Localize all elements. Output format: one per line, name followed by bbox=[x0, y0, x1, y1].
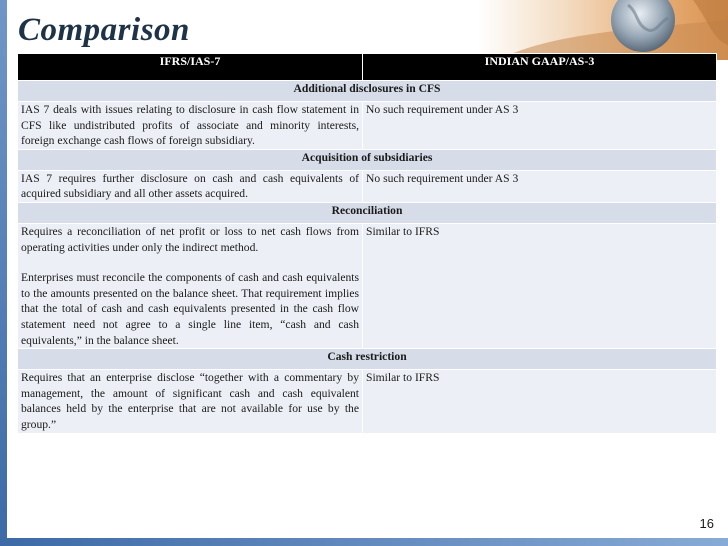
ifrs-text: Enterprises must reconcile the components of cash and cash equivalents to the amounts presented on the balance sheet. That requirement implies that the total of cash and cash equivalents presented in the cash flow statement need not agree to a single line item, “cash and cash equivalents,” in the balance sheet. bbox=[21, 271, 359, 347]
ifrs-cell bbox=[18, 223, 363, 348]
column-header-ifrs: IFRS/IAS-7 bbox=[18, 54, 363, 81]
section-heading-row bbox=[18, 202, 717, 223]
column-header-indian-gaap: INDIAN GAAP/AS-3 bbox=[363, 54, 717, 81]
page-number: 16 bbox=[699, 516, 714, 531]
table-header-row bbox=[18, 54, 717, 81]
indian-gaap-cell: Similar to IFRS bbox=[363, 370, 717, 433]
globe-header-graphic bbox=[478, 0, 728, 60]
ifrs-cell bbox=[18, 370, 363, 433]
section-heading: Reconciliation bbox=[18, 202, 717, 223]
ifrs-cell bbox=[18, 170, 363, 202]
table-row bbox=[18, 170, 717, 202]
section-heading-row bbox=[18, 81, 717, 102]
ifrs-text: IAS 7 requires further disclosure on cash and cash equivalents of acquired subsidiary and all other assets acquired. bbox=[21, 171, 359, 201]
comparison-table bbox=[17, 53, 717, 434]
ifrs-text: Requires a reconciliation of net profit or loss to net cash flows from operating activities under only the indirect method. bbox=[21, 224, 359, 254]
left-accent-bar bbox=[0, 0, 7, 546]
section-heading-row bbox=[18, 349, 717, 370]
table-row bbox=[18, 102, 717, 150]
indian-gaap-cell: No such requirement under AS 3 bbox=[363, 170, 717, 202]
section-heading: Additional disclosures in CFS bbox=[18, 81, 717, 102]
slide-title: Comparison bbox=[18, 12, 190, 48]
ifrs-cell bbox=[18, 102, 363, 150]
indian-gaap-cell: No such requirement under AS 3 bbox=[363, 102, 717, 150]
indian-gaap-cell: Similar to IFRS bbox=[363, 223, 717, 348]
table-row bbox=[18, 370, 717, 433]
ifrs-text: Requires that an enterprise disclose “together with a commentary by management, the amount of significant cash and cash equivalent balances held by the enterprise that are not available for use by the group.” bbox=[21, 371, 359, 431]
section-heading-row bbox=[18, 149, 717, 170]
table-row bbox=[18, 223, 717, 348]
bottom-accent-bar bbox=[0, 538, 728, 546]
section-heading: Cash restriction bbox=[18, 349, 717, 370]
section-heading: Acquisition of subsidiaries bbox=[18, 149, 717, 170]
ifrs-text: IAS 7 deals with issues relating to disclosure in cash flow statement in CFS like undistributed profits of associate and minority interests, foreign exchange cash flows of foreign subsidiary. bbox=[21, 103, 359, 148]
